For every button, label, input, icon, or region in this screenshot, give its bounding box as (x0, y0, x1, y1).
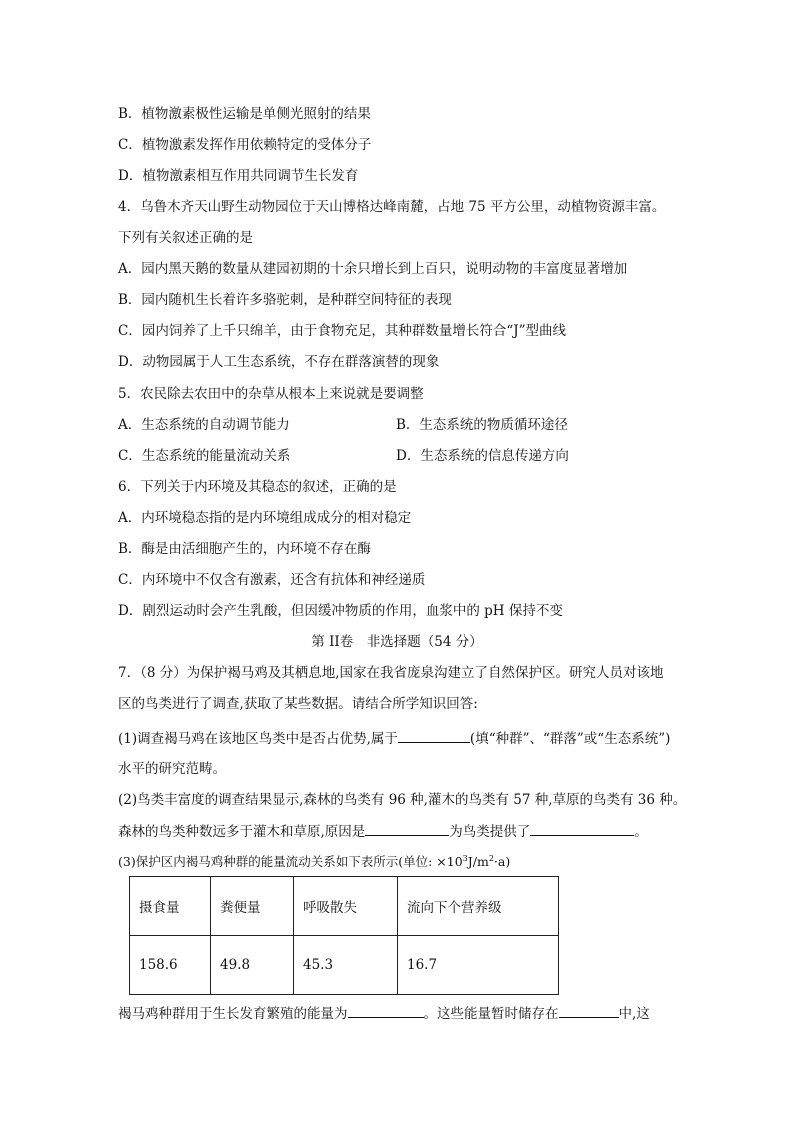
q3-option-c: C．植物激素发挥作用依赖特定的受体分子 (118, 137, 372, 153)
q7-part3-sup-2: 2 (488, 853, 494, 863)
q7-part2-line2 (118, 821, 648, 842)
table-header-cell: 流向下个营养级 (398, 877, 559, 936)
q4-option-c: C．园内饲养了上千只绵羊，由于食物充足，其种群数量增长符合“J”型曲线 (118, 323, 567, 339)
q7-part2-text-a: 森林的鸟类种数远多于灌木和草原,原因是 (118, 824, 366, 840)
q7-part2-text-b: 为鸟类提供了 (449, 824, 531, 840)
q7-blank-1[interactable] (398, 728, 470, 743)
q6-option-d: D．剧烈运动时会产生乳酸，但因缓冲物质的作用，血浆中的 pH 保持不变 (118, 603, 563, 619)
q7-blank-2[interactable] (365, 821, 449, 836)
q7-part3-text-a: (3)保护区内褐马鸡种群的能量流动关系如下表所示(单位: ×10 (118, 854, 463, 869)
table-cell: 158.6 (130, 936, 211, 995)
q7-blank-4[interactable] (348, 1003, 424, 1018)
table-header-row (130, 877, 559, 936)
table-header-cell: 呼吸散失 (294, 877, 398, 936)
q7-part1-line1 (118, 728, 670, 749)
q7-part2-text-c: 。 (634, 824, 648, 840)
q3-option-b: B．植物激素极性运输是单侧光照射的结果 (118, 106, 371, 122)
q4-option-d: D．动物园属于人工生态系统，不存在群落演替的现象 (118, 354, 440, 370)
q7-part1-line2: 水平的研究范畴。 (118, 761, 226, 777)
q7-part3-sup-1: 3 (462, 853, 468, 863)
energy-flow-table (129, 876, 559, 995)
q3-option-d: D．植物激素相互作用共同调节生长发育 (118, 168, 359, 184)
q7-part3q-text-c: 中,这 (618, 1006, 650, 1022)
table-header-cell: 粪便量 (211, 877, 294, 936)
q7-part1-text-a: (1)调查褐马鸡在该地区鸟类中是否占优势,属于 (118, 731, 398, 747)
q5-option-b: B．生态系统的物质循环途径 (396, 417, 568, 433)
q7-stem-line1: 7．（8 分）为保护褐马鸡及其栖息地,国家在我省庞泉沟建立了自然保护区。研究人员对该地 (118, 665, 664, 681)
q7-stem-line2: 区的鸟类进行了调查,获取了某些数据。请结合所学知识回答: (118, 696, 478, 712)
q4-option-b: B．园内随机生长着许多骆驼刺，是种群空间特征的表现 (118, 292, 452, 308)
q6-option-c: C．内环境中不仅含有激素，还含有抗体和神经递质 (118, 572, 426, 588)
q4-option-a: A．园内黑天鹅的数量从建园初期的十余只增长到上百只，说明动物的丰富度显著增加 (118, 261, 628, 277)
table-row (130, 936, 559, 995)
q7-part3-question (118, 1003, 650, 1024)
q6-option-b: B．酶是由活细胞产生的，内环境不存在酶 (118, 541, 371, 557)
q4-stem-line2: 下列有关叙述正确的是 (118, 230, 253, 246)
q5-option-d: D．生态系统的信息传递方向 (396, 448, 569, 464)
section-heading: 第 II卷 非选择题（54 分） (311, 634, 483, 650)
q7-part3q-text-a: 褐马鸡种群用于生长发育繁殖的能量为 (118, 1006, 348, 1022)
q7-part2-line1: (2)鸟类丰富度的调查结果显示,森林的鸟类有 96 种,灌木的鸟类有 57 种,草原的鸟类有 36 种。 (118, 792, 687, 808)
q6-stem: 6．下列关于内环境及其稳态的叙述，正确的是 (118, 479, 397, 495)
table-cell: 49.8 (211, 936, 294, 995)
q4-stem-line1: 4．乌鲁木齐天山野生动物园位于天山博格达峰南麓，占地 75 平方公里，动植物资源丰富。 (118, 199, 666, 215)
table-cell: 45.3 (294, 936, 398, 995)
table-cell: 16.7 (398, 936, 559, 995)
q5-option-c: C．生态系统的能量流动关系 (118, 448, 291, 464)
table-header-cell: 摄食量 (130, 877, 211, 936)
q6-option-a: A．内环境稳态指的是内环境组成成分的相对稳定 (118, 510, 412, 526)
q7-part3-text-b: J/m (467, 854, 489, 869)
q5-stem: 5．农民除去农田中的杂草从根本上来说就是要调整 (118, 386, 424, 402)
q7-part3-text-c: ·a) (493, 854, 511, 869)
q7-blank-5[interactable] (559, 1003, 619, 1018)
q7-part3q-text-b: 。这些能量暂时储存在 (423, 1006, 559, 1022)
q7-blank-3[interactable] (530, 821, 634, 836)
q5-option-a: A．生态系统的自动调节能力 (118, 417, 290, 433)
q7-part1-text-b: (填“种群”、“群落”或“生态系统”) (469, 731, 671, 747)
q7-part3-line (118, 852, 510, 872)
